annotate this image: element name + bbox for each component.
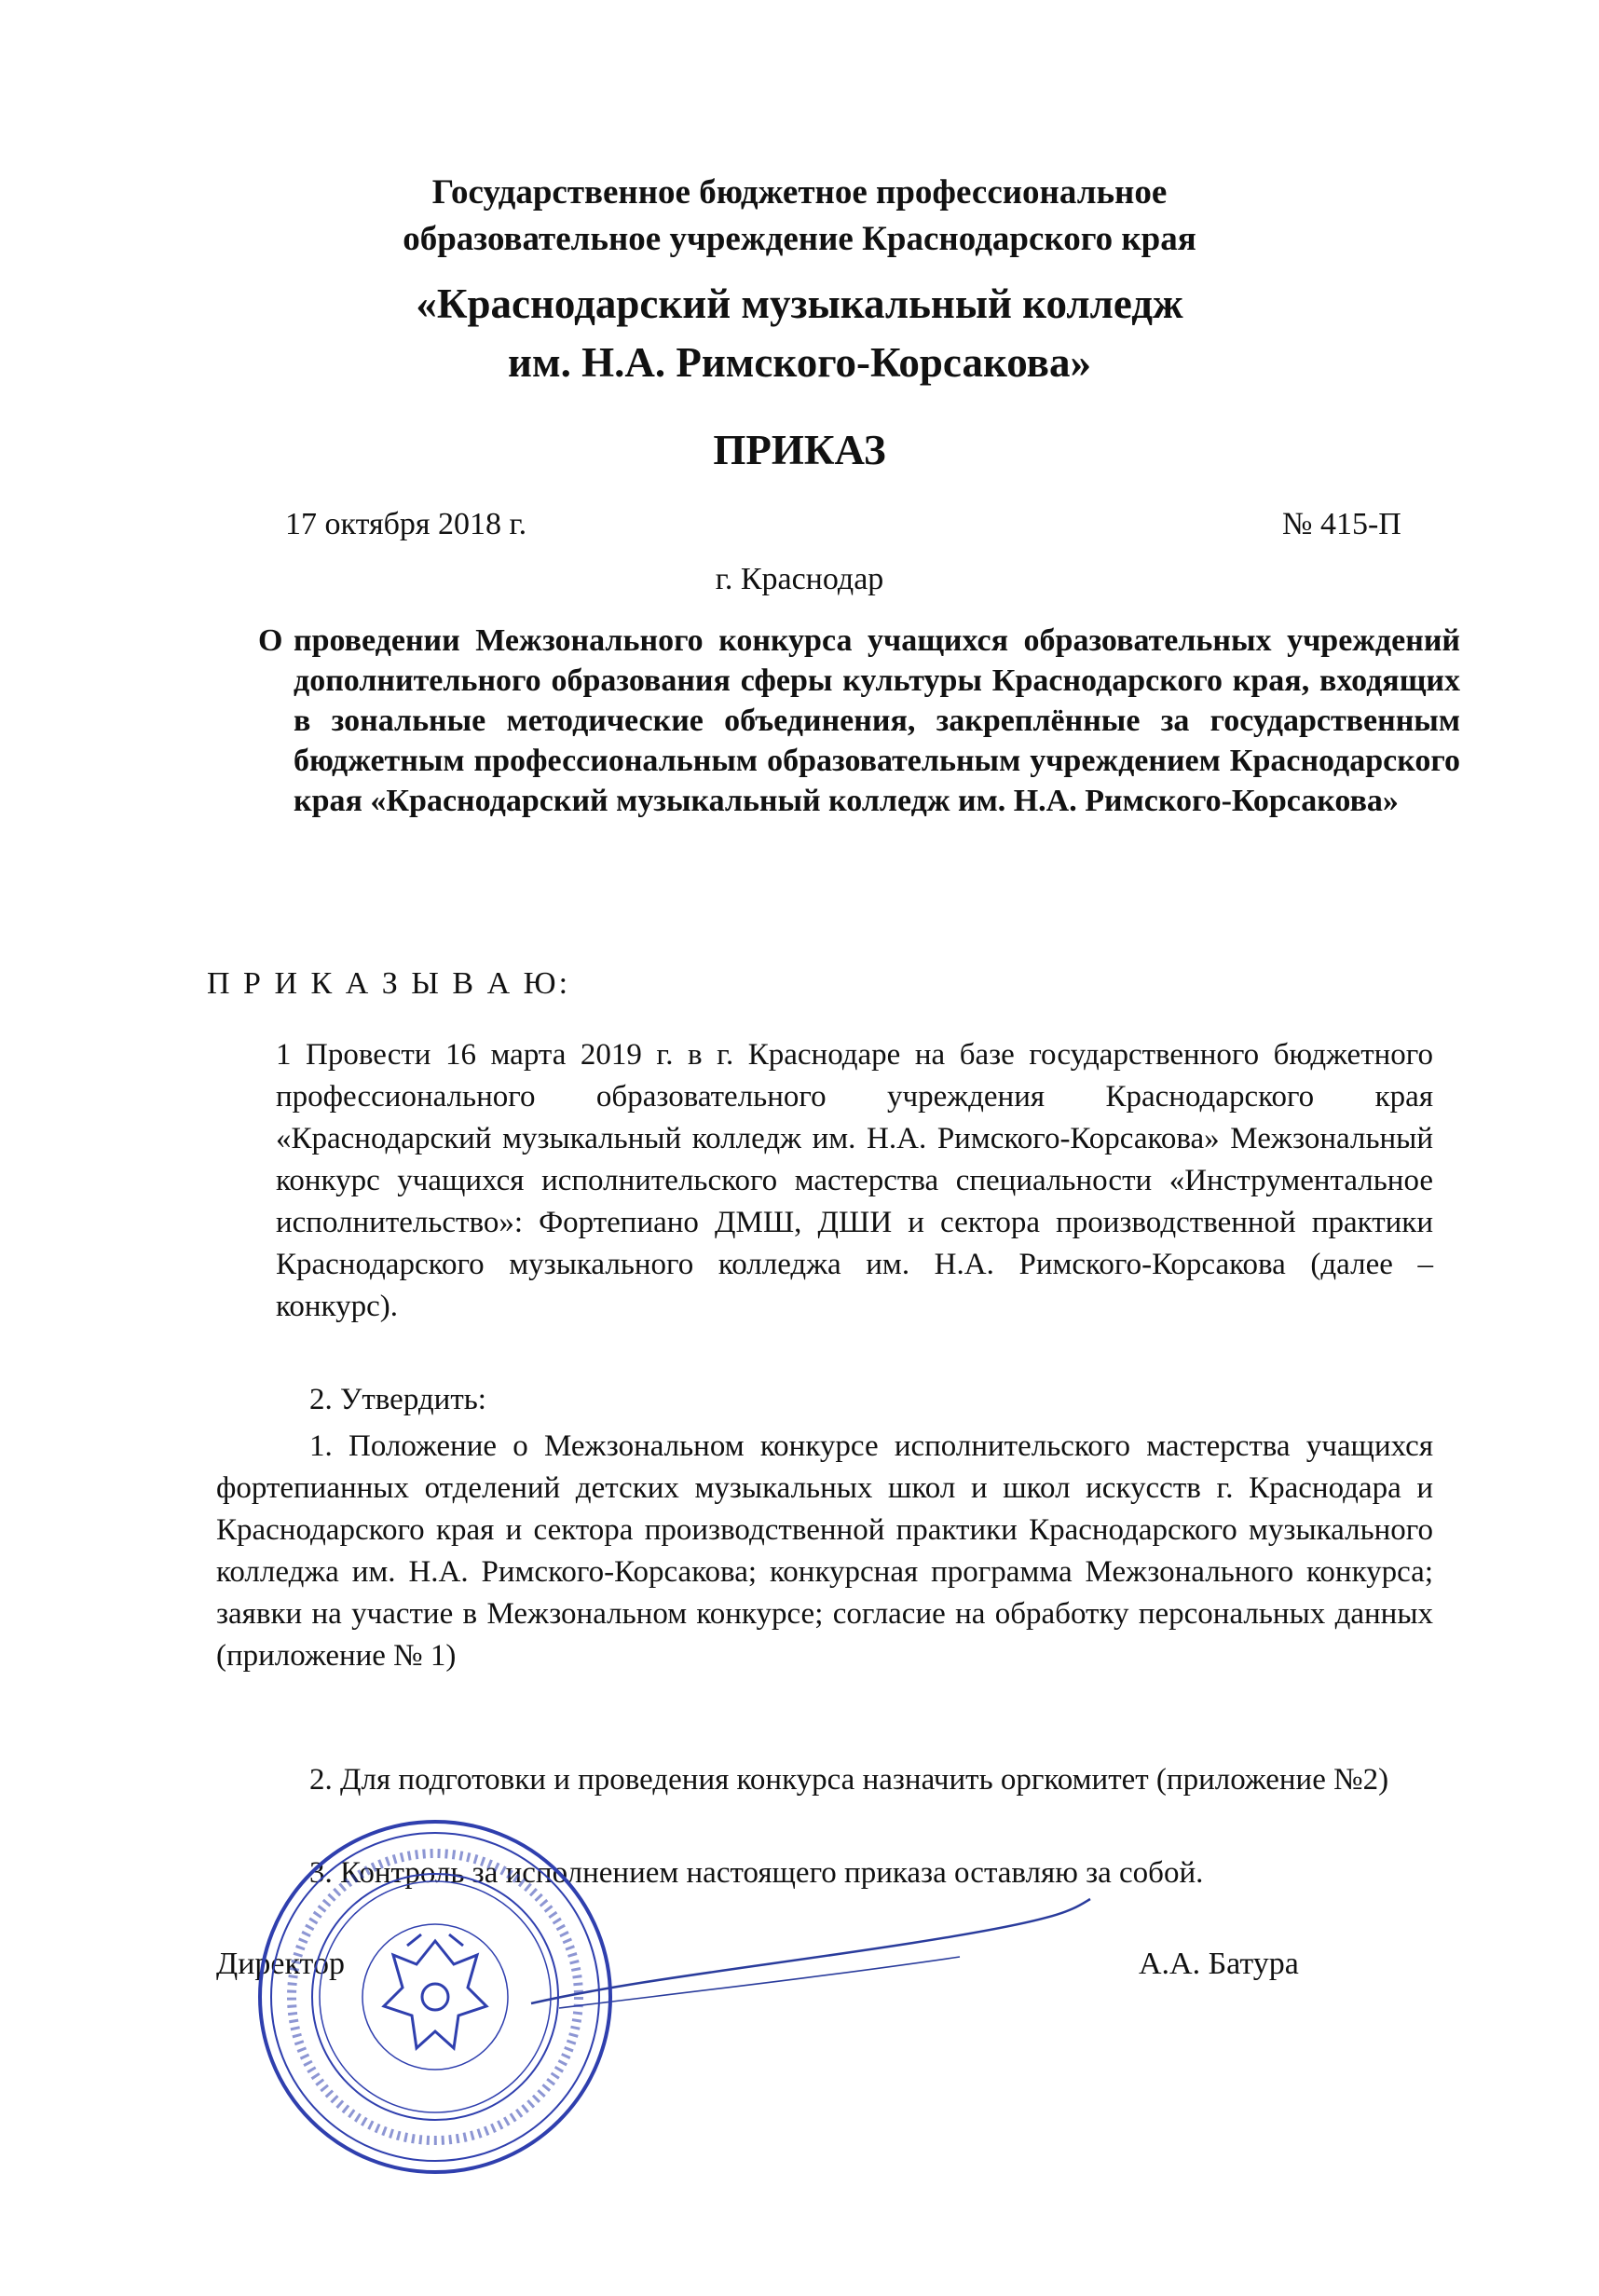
order-date: 17 октября 2018 г. [285, 507, 527, 541]
order-subject [258, 621, 1460, 821]
order-number: № 415-П [1282, 507, 1401, 541]
order-item-1: 1 Провести 16 марта 2019 г. в г. Краснодаре на базе государственного бюджетного профессионального образовательного учреждения Краснодарского края «Краснодарский музыкальный колледж им. Н.А. Римского-Корсакова» Межзональный конкурс учащихся исполнительского мастерства специальности «Инструментальное исполнительство»: Фортепиано ДМШ, ДШИ и сектора производственной практики Краснодарского музыкального колледжа им. Н.А. Римского-Корсакова (далее – конкурс). [276, 1038, 1433, 1323]
signatory-name: А.А. Батура [1139, 1947, 1299, 1981]
order-directive-heading: П Р И К А З Ы В А Ю: [207, 966, 571, 1001]
org-name-line-4: им. Н.А. Римского-Корсакова» [508, 339, 1091, 386]
order-item-2-1: 1. Положение о Межзональном конкурсе исполнительского мастерства учащихся фортепианных отделений детских музыкальных школ и школ искусств г. Краснодара и Краснодарского края и сектора производственной практики Краснодарского музыкального колледжа им. Н.А. Римского-Корсакова; конкурсная программа Межзонального конкурса; заявки на участие в Межзональном конкурсе; согласие на обработку персональных данных (приложение № 1) [216, 1429, 1433, 1673]
order-item-2-2: 2. Для подготовки и проведения конкурса назначить оргкомитет (приложение №2) [309, 1763, 1389, 1797]
order-item-3: 3. Контроль за исполнением настоящего приказа оставляю за собой. [309, 1856, 1204, 1890]
order-item-2: 2. Утвердить: [309, 1383, 486, 1416]
document-type-title: ПРИКАЗ [713, 427, 886, 473]
org-name-line-2: образовательное учреждение Краснодарского края [403, 220, 1196, 258]
signatory-title: Директор [216, 1947, 345, 1981]
org-name-line-1: Государственное бюджетное профессиональное [431, 173, 1168, 212]
subject-prefix: О [258, 623, 283, 658]
order-city: г. Краснодар [715, 562, 884, 596]
org-name-line-3: «Краснодарский музыкальный колледж [416, 280, 1183, 327]
official-seal [253, 1815, 617, 2179]
subject-text: проведении Межзонального конкурса учащихся образовательных учреждений дополнительного образования сферы культуры Краснодарского края, входящих в зональные методические объединения, закреплённые за государственным бюджетным профессиональным образовательным учреждением Краснодарского края «Краснодарский музыкальный колледж им. Н.А. Римского-Корсакова» [294, 623, 1460, 818]
